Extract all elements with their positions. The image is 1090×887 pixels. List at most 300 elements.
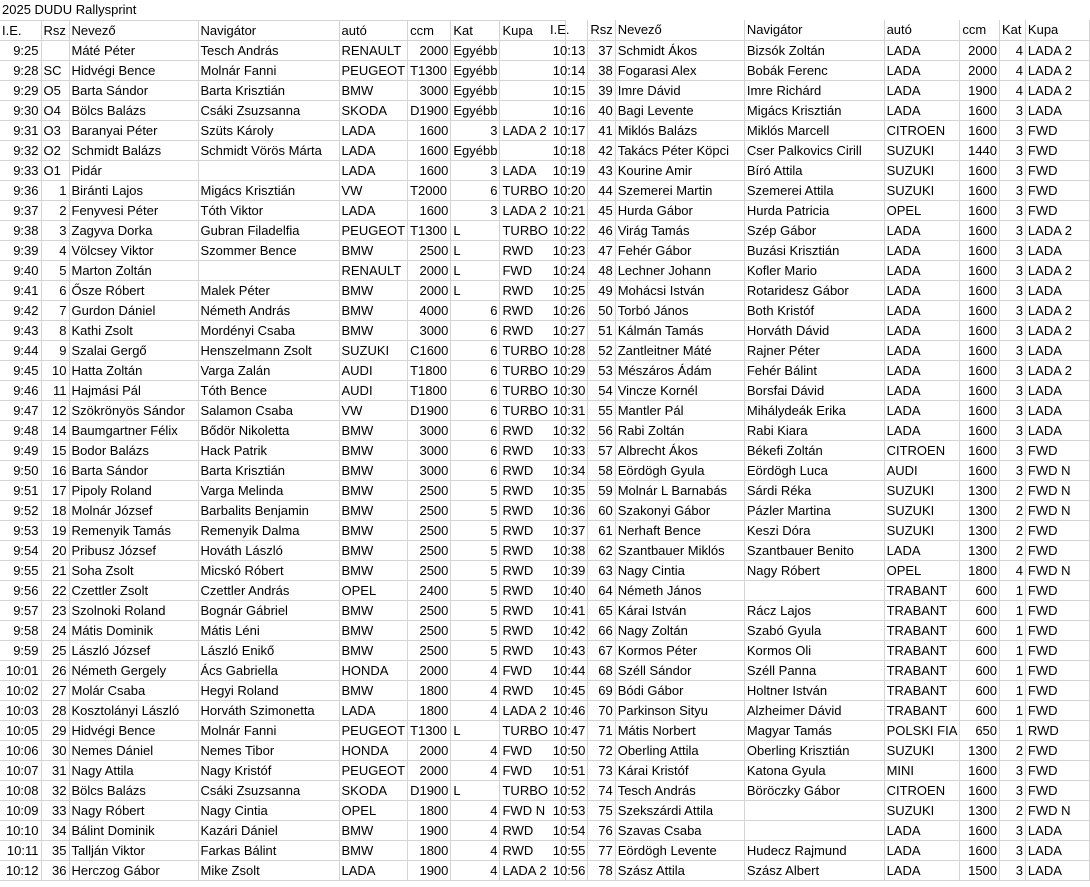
cell-ccm[interactable]: 2500 [408, 640, 451, 660]
cell-auto[interactable]: LADA [884, 300, 960, 320]
cell-auto[interactable]: SUZUKI [884, 520, 960, 540]
cell-ie[interactable]: 9:40 [0, 260, 41, 280]
cell-kat[interactable]: Egyébb [451, 40, 500, 60]
cell-navigator[interactable]: Micskó Róbert [198, 560, 339, 580]
cell-kat[interactable]: 5 [451, 620, 500, 640]
cell-auto[interactable]: BMW [339, 840, 408, 860]
cell-navigator[interactable]: Horváth Szimonetta [198, 700, 339, 720]
cell-auto[interactable]: CITROEN [884, 780, 960, 800]
cell-nevezo[interactable]: Tesch András [615, 780, 744, 800]
cell-auto[interactable]: BMW [339, 480, 408, 500]
cell-nevezo[interactable]: Albrecht Ákos [615, 440, 744, 460]
cell-navigator[interactable]: Sárdi Réka [744, 480, 884, 500]
cell-navigator[interactable]: Horváth Dávid [744, 320, 884, 340]
cell-auto[interactable]: LADA [884, 420, 960, 440]
cell-auto[interactable]: LADA [884, 340, 960, 360]
cell-ie[interactable]: 9:52 [0, 500, 41, 520]
cell-navigator[interactable] [744, 820, 884, 840]
cell-kupa[interactable]: RWD [500, 840, 566, 860]
cell-kupa[interactable]: FWD [1025, 740, 1089, 760]
cell-nevezo[interactable]: Herczog Gábor [69, 860, 198, 880]
cell-kat[interactable]: 2 [1000, 480, 1026, 500]
cell-ccm[interactable]: 1600 [960, 780, 1000, 800]
cell-kupa[interactable]: TURBO [500, 180, 566, 200]
cell-ccm[interactable]: 2000 [408, 760, 451, 780]
cell-kupa[interactable]: FWD [1025, 140, 1089, 160]
cell-kat[interactable]: 3 [1000, 780, 1026, 800]
cell-nevezo[interactable]: Zagyva Dorka [69, 220, 198, 240]
cell-navigator[interactable]: Hudecz Rajmund [744, 840, 884, 860]
cell-auto[interactable]: LADA [884, 220, 960, 240]
cell-ie[interactable]: 10:24 [548, 260, 588, 280]
cell-auto[interactable]: SUZUKI [884, 500, 960, 520]
cell-ccm[interactable]: 600 [960, 580, 1000, 600]
cell-nevezo[interactable]: Lechner Johann [615, 260, 744, 280]
cell-ccm[interactable]: 3000 [408, 440, 451, 460]
cell-auto[interactable]: LADA [884, 400, 960, 420]
cell-kat[interactable]: 4 [451, 820, 500, 840]
cell-ie[interactable]: 10:47 [548, 720, 588, 740]
cell-auto[interactable]: BMW [339, 500, 408, 520]
cell-rsz[interactable]: 70 [588, 700, 615, 720]
cell-auto[interactable]: PEUGEOT [339, 720, 408, 740]
cell-ccm[interactable]: D1900 [408, 400, 451, 420]
cell-ccm[interactable]: 1500 [960, 860, 1000, 880]
cell-kupa[interactable]: LADA 2 [1025, 60, 1089, 80]
cell-rsz[interactable]: 64 [588, 580, 615, 600]
cell-navigator[interactable]: Bődör Nikoletta [198, 420, 339, 440]
cell-auto[interactable]: LADA [884, 320, 960, 340]
header-rsz[interactable]: Rsz [588, 20, 615, 40]
cell-navigator[interactable]: Széll Panna [744, 660, 884, 680]
cell-kupa[interactable]: FWD [1025, 700, 1089, 720]
cell-navigator[interactable]: Remenyik Dalma [198, 520, 339, 540]
cell-navigator[interactable]: Farkas Bálint [198, 840, 339, 860]
cell-kupa[interactable]: LADA 2 [1025, 320, 1089, 340]
cell-kupa[interactable]: LADA [1025, 240, 1089, 260]
cell-kat[interactable]: 6 [451, 300, 500, 320]
cell-kat[interactable]: 3 [1000, 860, 1026, 880]
cell-navigator[interactable]: Fehér Bálint [744, 360, 884, 380]
cell-ccm[interactable]: D1900 [408, 780, 451, 800]
cell-kupa[interactable]: FWD [1025, 780, 1089, 800]
cell-navigator[interactable]: Szommer Bence [198, 240, 339, 260]
cell-kupa[interactable]: LADA 2 [1025, 300, 1089, 320]
cell-rsz[interactable]: 52 [588, 340, 615, 360]
cell-nevezo[interactable]: Hatta Zoltán [69, 360, 198, 380]
cell-kupa[interactable]: FWD [500, 760, 566, 780]
cell-kupa[interactable]: TURBO [500, 360, 566, 380]
cell-ie[interactable]: 10:38 [548, 540, 588, 560]
cell-kat[interactable]: 3 [1000, 340, 1026, 360]
cell-kupa[interactable]: FWD [1025, 600, 1089, 620]
cell-rsz[interactable]: 9 [41, 340, 69, 360]
cell-ccm[interactable]: 3000 [408, 460, 451, 480]
cell-ie[interactable]: 10:02 [0, 680, 41, 700]
cell-nevezo[interactable]: Miklós Balázs [615, 120, 744, 140]
cell-ie[interactable]: 10:25 [548, 280, 588, 300]
cell-ie[interactable]: 10:18 [548, 140, 588, 160]
cell-ccm[interactable]: 1300 [960, 540, 1000, 560]
cell-auto[interactable]: LADA [884, 40, 960, 60]
cell-rsz[interactable]: 14 [41, 420, 69, 440]
cell-nevezo[interactable]: Remenyik Tamás [69, 520, 198, 540]
cell-kupa[interactable]: LADA 2 [1025, 80, 1089, 100]
cell-auto[interactable]: LADA [884, 860, 960, 880]
cell-nevezo[interactable]: Virág Tamás [615, 220, 744, 240]
cell-auto[interactable]: BMW [339, 440, 408, 460]
cell-navigator[interactable]: Schmidt Vörös Márta [198, 140, 339, 160]
cell-auto[interactable]: OPEL [339, 800, 408, 820]
cell-kat[interactable]: 3 [451, 160, 500, 180]
cell-auto[interactable]: BMW [339, 80, 408, 100]
cell-ccm[interactable]: 2000 [408, 40, 451, 60]
cell-rsz[interactable]: 53 [588, 360, 615, 380]
cell-ie[interactable]: 9:39 [0, 240, 41, 260]
cell-nevezo[interactable]: Mohácsi István [615, 280, 744, 300]
cell-auto[interactable]: TRABANT [884, 600, 960, 620]
cell-rsz[interactable]: 33 [41, 800, 69, 820]
cell-ccm[interactable]: 1600 [960, 820, 1000, 840]
cell-ccm[interactable]: 1900 [408, 860, 451, 880]
cell-ie[interactable]: 9:58 [0, 620, 41, 640]
cell-navigator[interactable]: Békefi Zoltán [744, 440, 884, 460]
cell-auto[interactable]: TRABANT [884, 640, 960, 660]
cell-rsz[interactable] [41, 40, 69, 60]
cell-rsz[interactable]: 2 [41, 200, 69, 220]
cell-nevezo[interactable]: Torbó János [615, 300, 744, 320]
cell-ie[interactable]: 10:10 [0, 820, 41, 840]
cell-nevezo[interactable]: Szakonyi Gábor [615, 500, 744, 520]
cell-nevezo[interactable]: Bódi Gábor [615, 680, 744, 700]
cell-kat[interactable]: Egyébb [451, 60, 500, 80]
cell-navigator[interactable]: Buzási Krisztián [744, 240, 884, 260]
cell-navigator[interactable]: Hurda Patricia [744, 200, 884, 220]
cell-navigator[interactable]: Varga Zalán [198, 360, 339, 380]
cell-ccm[interactable]: 600 [960, 660, 1000, 680]
cell-rsz[interactable]: 78 [588, 860, 615, 880]
cell-rsz[interactable]: 66 [588, 620, 615, 640]
cell-nevezo[interactable]: Kormos Péter [615, 640, 744, 660]
cell-nevezo[interactable]: Kálmán Tamás [615, 320, 744, 340]
cell-kupa[interactable]: FWD N [1025, 460, 1089, 480]
cell-navigator[interactable]: Bognár Gábriel [198, 600, 339, 620]
cell-navigator[interactable]: Holtner István [744, 680, 884, 700]
cell-ie[interactable]: 9:57 [0, 600, 41, 620]
cell-kat[interactable]: Egyébb [451, 140, 500, 160]
header-nevezo[interactable]: Nevező [615, 20, 744, 40]
cell-ccm[interactable]: 1900 [960, 80, 1000, 100]
cell-rsz[interactable]: 26 [41, 660, 69, 680]
cell-kupa[interactable]: RWD [1025, 720, 1089, 740]
cell-auto[interactable]: AUDI [884, 460, 960, 480]
cell-ccm[interactable]: D1900 [408, 100, 451, 120]
cell-rsz[interactable]: 22 [41, 580, 69, 600]
cell-rsz[interactable]: 45 [588, 200, 615, 220]
cell-rsz[interactable]: 51 [588, 320, 615, 340]
cell-nevezo[interactable]: Kathi Zsolt [69, 320, 198, 340]
cell-kat[interactable]: 6 [451, 420, 500, 440]
cell-nevezo[interactable]: Pidár [69, 160, 198, 180]
cell-ie[interactable]: 9:29 [0, 80, 41, 100]
cell-kupa[interactable]: FWD [1025, 120, 1089, 140]
cell-ie[interactable]: 10:51 [548, 760, 588, 780]
cell-rsz[interactable]: 19 [41, 520, 69, 540]
cell-navigator[interactable]: Tóth Viktor [198, 200, 339, 220]
cell-ccm[interactable]: 1600 [960, 460, 1000, 480]
cell-rsz[interactable]: 39 [588, 80, 615, 100]
cell-nevezo[interactable]: Fogarasi Alex [615, 60, 744, 80]
cell-kupa[interactable]: LADA 2 [500, 860, 566, 880]
cell-ie[interactable]: 10:40 [548, 580, 588, 600]
cell-kupa[interactable]: RWD [500, 640, 566, 660]
cell-kat[interactable]: 1 [1000, 640, 1026, 660]
cell-rsz[interactable]: 1 [41, 180, 69, 200]
cell-kat[interactable]: 3 [1000, 160, 1026, 180]
cell-kat[interactable]: 3 [1000, 140, 1026, 160]
cell-ccm[interactable]: 1600 [960, 300, 1000, 320]
cell-ccm[interactable]: 1600 [960, 200, 1000, 220]
cell-kat[interactable]: 3 [1000, 260, 1026, 280]
cell-auto[interactable]: BMW [339, 640, 408, 660]
cell-kat[interactable]: 5 [451, 500, 500, 520]
cell-kupa[interactable]: TURBO [500, 340, 566, 360]
cell-auto[interactable]: LADA [339, 120, 408, 140]
cell-auto[interactable]: CITROEN [884, 120, 960, 140]
cell-nevezo[interactable]: Gurdon Dániel [69, 300, 198, 320]
cell-auto[interactable]: OPEL [884, 200, 960, 220]
cell-kat[interactable]: 5 [451, 600, 500, 620]
cell-ccm[interactable]: 600 [960, 600, 1000, 620]
cell-auto[interactable]: HONDA [339, 660, 408, 680]
cell-ie[interactable]: 10:41 [548, 600, 588, 620]
cell-kat[interactable]: 4 [451, 700, 500, 720]
cell-ie[interactable]: 10:31 [548, 400, 588, 420]
cell-rsz[interactable]: 31 [41, 760, 69, 780]
cell-ccm[interactable]: 1600 [960, 380, 1000, 400]
cell-rsz[interactable]: 8 [41, 320, 69, 340]
cell-ie[interactable]: 10:33 [548, 440, 588, 460]
cell-navigator[interactable]: Szüts Károly [198, 120, 339, 140]
cell-ccm[interactable]: 2500 [408, 520, 451, 540]
cell-ccm[interactable]: 2000 [408, 660, 451, 680]
cell-ccm[interactable]: 1600 [408, 120, 451, 140]
cell-rsz[interactable]: 68 [588, 660, 615, 680]
header-navigator[interactable]: Navigátor [744, 20, 884, 40]
cell-kupa[interactable]: FWD N [1025, 560, 1089, 580]
cell-navigator[interactable]: László Enikő [198, 640, 339, 660]
cell-ie[interactable]: 10:28 [548, 340, 588, 360]
cell-navigator[interactable]: Nemes Tibor [198, 740, 339, 760]
cell-navigator[interactable]: Henszelmann Zsolt [198, 340, 339, 360]
cell-navigator[interactable]: Bobák Ferenc [744, 60, 884, 80]
cell-kat[interactable]: 1 [1000, 720, 1026, 740]
cell-kat[interactable]: 3 [1000, 760, 1026, 780]
cell-auto[interactable]: LADA [884, 240, 960, 260]
cell-nevezo[interactable]: Mátis Dominik [69, 620, 198, 640]
cell-kat[interactable]: 3 [1000, 240, 1026, 260]
cell-kupa[interactable]: LADA [1025, 380, 1089, 400]
cell-ie[interactable]: 9:50 [0, 460, 41, 480]
cell-kupa[interactable]: RWD [500, 320, 566, 340]
cell-nevezo[interactable]: Szavas Csaba [615, 820, 744, 840]
cell-auto[interactable]: BMW [339, 300, 408, 320]
cell-kat[interactable]: 6 [451, 180, 500, 200]
cell-rsz[interactable]: O4 [41, 100, 69, 120]
cell-rsz[interactable]: 38 [588, 60, 615, 80]
cell-ie[interactable]: 9:28 [0, 60, 41, 80]
cell-nevezo[interactable]: Fenyvesi Péter [69, 200, 198, 220]
cell-kat[interactable]: 3 [1000, 180, 1026, 200]
cell-kupa[interactable]: LADA [500, 160, 566, 180]
cell-navigator[interactable]: Magyar Tamás [744, 720, 884, 740]
cell-kat[interactable]: 3 [1000, 300, 1026, 320]
cell-ie[interactable]: 9:36 [0, 180, 41, 200]
cell-ie[interactable]: 10:34 [548, 460, 588, 480]
cell-auto[interactable]: LADA [884, 280, 960, 300]
cell-kat[interactable]: 1 [1000, 680, 1026, 700]
cell-nevezo[interactable]: Nemes Dániel [69, 740, 198, 760]
cell-kupa[interactable]: LADA [1025, 100, 1089, 120]
cell-navigator[interactable]: Ács Gabriella [198, 660, 339, 680]
cell-rsz[interactable]: 59 [588, 480, 615, 500]
cell-kupa[interactable]: LADA 2 [1025, 360, 1089, 380]
cell-ie[interactable]: 10:50 [548, 740, 588, 760]
cell-kupa[interactable]: RWD [500, 560, 566, 580]
cell-kat[interactable]: 3 [1000, 820, 1026, 840]
cell-ie[interactable]: 9:44 [0, 340, 41, 360]
cell-ie[interactable]: 9:30 [0, 100, 41, 120]
cell-navigator[interactable]: Hack Patrik [198, 440, 339, 460]
cell-auto[interactable]: AUDI [339, 360, 408, 380]
cell-rsz[interactable]: 60 [588, 500, 615, 520]
cell-auto[interactable]: VW [339, 400, 408, 420]
cell-ie[interactable]: 10:55 [548, 840, 588, 860]
cell-ccm[interactable]: 600 [960, 640, 1000, 660]
cell-nevezo[interactable]: Németh Gergely [69, 660, 198, 680]
cell-kat[interactable]: 1 [1000, 700, 1026, 720]
cell-ccm[interactable]: T1800 [408, 380, 451, 400]
cell-rsz[interactable]: 23 [41, 600, 69, 620]
cell-auto[interactable]: BMW [339, 600, 408, 620]
cell-rsz[interactable]: 43 [588, 160, 615, 180]
cell-ie[interactable]: 9:43 [0, 320, 41, 340]
cell-ie[interactable]: 10:19 [548, 160, 588, 180]
cell-ccm[interactable]: 1800 [408, 700, 451, 720]
cell-auto[interactable]: LADA [339, 140, 408, 160]
cell-navigator[interactable]: Imre Richárd [744, 80, 884, 100]
cell-auto[interactable]: SUZUKI [884, 160, 960, 180]
cell-auto[interactable]: HONDA [339, 740, 408, 760]
cell-nevezo[interactable]: Parkinson Sityu [615, 700, 744, 720]
cell-rsz[interactable]: 12 [41, 400, 69, 420]
cell-kat[interactable]: L [451, 260, 500, 280]
cell-kupa[interactable]: LADA [1025, 860, 1089, 880]
cell-kupa[interactable]: FWD [1025, 660, 1089, 680]
cell-navigator[interactable]: Czettler András [198, 580, 339, 600]
cell-nevezo[interactable]: Hidvégi Bence [69, 720, 198, 740]
cell-rsz[interactable]: 71 [588, 720, 615, 740]
cell-ie[interactable]: 10:45 [548, 680, 588, 700]
cell-auto[interactable]: LADA [884, 260, 960, 280]
cell-navigator[interactable]: Salamon Csaba [198, 400, 339, 420]
cell-kupa[interactable]: RWD [500, 680, 566, 700]
cell-navigator[interactable] [744, 580, 884, 600]
cell-nevezo[interactable]: Bálint Dominik [69, 820, 198, 840]
cell-ie[interactable]: 10:37 [548, 520, 588, 540]
cell-ccm[interactable]: 2500 [408, 560, 451, 580]
cell-nevezo[interactable]: Kárai Kristóf [615, 760, 744, 780]
cell-nevezo[interactable]: Rabi Zoltán [615, 420, 744, 440]
cell-kupa[interactable]: LADA [1025, 340, 1089, 360]
cell-navigator[interactable] [198, 260, 339, 280]
cell-ie[interactable]: 10:39 [548, 560, 588, 580]
cell-kat[interactable]: 5 [451, 560, 500, 580]
cell-ccm[interactable]: 1600 [960, 280, 1000, 300]
cell-ccm[interactable]: 600 [960, 700, 1000, 720]
header-kupa[interactable]: Kupa [1025, 20, 1089, 40]
cell-nevezo[interactable]: Mantler Pál [615, 400, 744, 420]
cell-auto[interactable]: SUZUKI [884, 800, 960, 820]
cell-navigator[interactable]: Barta Krisztián [198, 460, 339, 480]
cell-rsz[interactable]: 46 [588, 220, 615, 240]
cell-rsz[interactable]: 17 [41, 480, 69, 500]
cell-kat[interactable]: 6 [451, 320, 500, 340]
cell-navigator[interactable]: Varga Melinda [198, 480, 339, 500]
cell-auto[interactable]: RENAULT [339, 40, 408, 60]
cell-nevezo[interactable]: Széll Sándor [615, 660, 744, 680]
cell-ccm[interactable]: 1600 [960, 440, 1000, 460]
cell-ie[interactable]: 9:37 [0, 200, 41, 220]
cell-kupa[interactable]: RWD [500, 460, 566, 480]
cell-navigator[interactable]: Hegyi Roland [198, 680, 339, 700]
cell-ccm[interactable]: 1800 [408, 840, 451, 860]
cell-kupa[interactable]: LADA [1025, 420, 1089, 440]
cell-auto[interactable]: BMW [339, 820, 408, 840]
cell-kupa[interactable]: FWD [1025, 180, 1089, 200]
cell-nevezo[interactable]: Bölcs Balázs [69, 780, 198, 800]
cell-rsz[interactable]: 21 [41, 560, 69, 580]
cell-rsz[interactable]: 6 [41, 280, 69, 300]
cell-nevezo[interactable]: Biránti Lajos [69, 180, 198, 200]
cell-kat[interactable]: Egyébb [451, 80, 500, 100]
cell-ccm[interactable]: 1800 [960, 560, 1000, 580]
cell-kat[interactable]: L [451, 220, 500, 240]
cell-navigator[interactable]: Malek Péter [198, 280, 339, 300]
cell-rsz[interactable]: 10 [41, 360, 69, 380]
cell-nevezo[interactable]: Bagi Levente [615, 100, 744, 120]
cell-ie[interactable]: 10:43 [548, 640, 588, 660]
cell-ie[interactable]: 9:56 [0, 580, 41, 600]
cell-nevezo[interactable]: Kárai István [615, 600, 744, 620]
cell-navigator[interactable]: Barta Krisztián [198, 80, 339, 100]
cell-rsz[interactable]: 42 [588, 140, 615, 160]
cell-auto[interactable]: BMW [339, 320, 408, 340]
cell-rsz[interactable]: 30 [41, 740, 69, 760]
cell-ie[interactable]: 9:48 [0, 420, 41, 440]
cell-navigator[interactable]: Gubran Filadelfia [198, 220, 339, 240]
cell-ie[interactable]: 10:56 [548, 860, 588, 880]
cell-ie[interactable]: 10:11 [0, 840, 41, 860]
cell-auto[interactable]: TRABANT [884, 660, 960, 680]
cell-kat[interactable]: 3 [1000, 100, 1026, 120]
cell-rsz[interactable]: O3 [41, 120, 69, 140]
cell-kat[interactable]: 5 [451, 520, 500, 540]
cell-nevezo[interactable]: Molár Csaba [69, 680, 198, 700]
cell-navigator[interactable]: Szabó Gyula [744, 620, 884, 640]
cell-auto[interactable]: SUZUKI [884, 480, 960, 500]
cell-nevezo[interactable]: Eördögh Gyula [615, 460, 744, 480]
